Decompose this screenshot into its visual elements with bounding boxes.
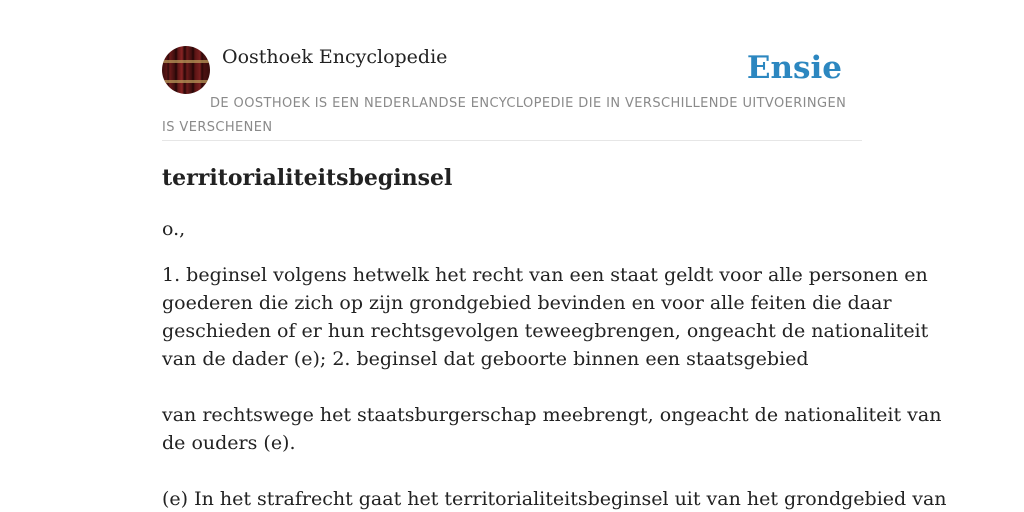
paragraph-line: 1. beginsel volgens hetwelk het recht van een staat geldt voor alle personen en <box>162 264 928 286</box>
entry-title: territorialiteitsbeginsel <box>162 165 453 191</box>
paragraph-line: goederen die zich op zijn grondgebied bevinden en voor alle feiten die daar <box>162 292 892 314</box>
site-name-link[interactable]: Oosthoek Encyclopedie <box>222 46 448 68</box>
paragraph-line: van de dader (e); 2. beginsel dat geboorte binnen een staatsgebied <box>162 348 809 370</box>
site-header <box>162 46 862 141</box>
avatar-spine-band <box>162 80 210 83</box>
entry-grammar: o., <box>162 218 186 240</box>
entry-paragraph <box>162 261 929 373</box>
paragraph-line: geschieden of er hun rechtsgevolgen teweegbrengen, ongeacht de nationaliteit <box>162 320 929 342</box>
ensie-logo-link[interactable]: Ensie <box>746 50 842 86</box>
entry-article <box>162 163 947 512</box>
paragraph-line: (e) In het strafrecht gaat het territorialiteitsbeginsel uit van het grondgebied van <box>162 488 947 510</box>
avatar-spine-band <box>162 60 210 63</box>
entry-paragraph <box>162 401 942 457</box>
paragraph-line: van rechtswege het staatsburgerschap meebrengt, ongeacht de nationaliteit van <box>162 404 942 426</box>
encyclopedia-books-avatar[interactable] <box>162 46 210 94</box>
paragraph-line: de ouders (e). <box>162 432 296 454</box>
site-tagline: DE OOSTHOEK IS EEN NEDERLANDSE ENCYCLOPEDIE DIE IN VERSCHILLENDE UITVOERINGEN IS VERSCHENEN <box>162 96 847 135</box>
entry-paragraph <box>162 485 947 512</box>
